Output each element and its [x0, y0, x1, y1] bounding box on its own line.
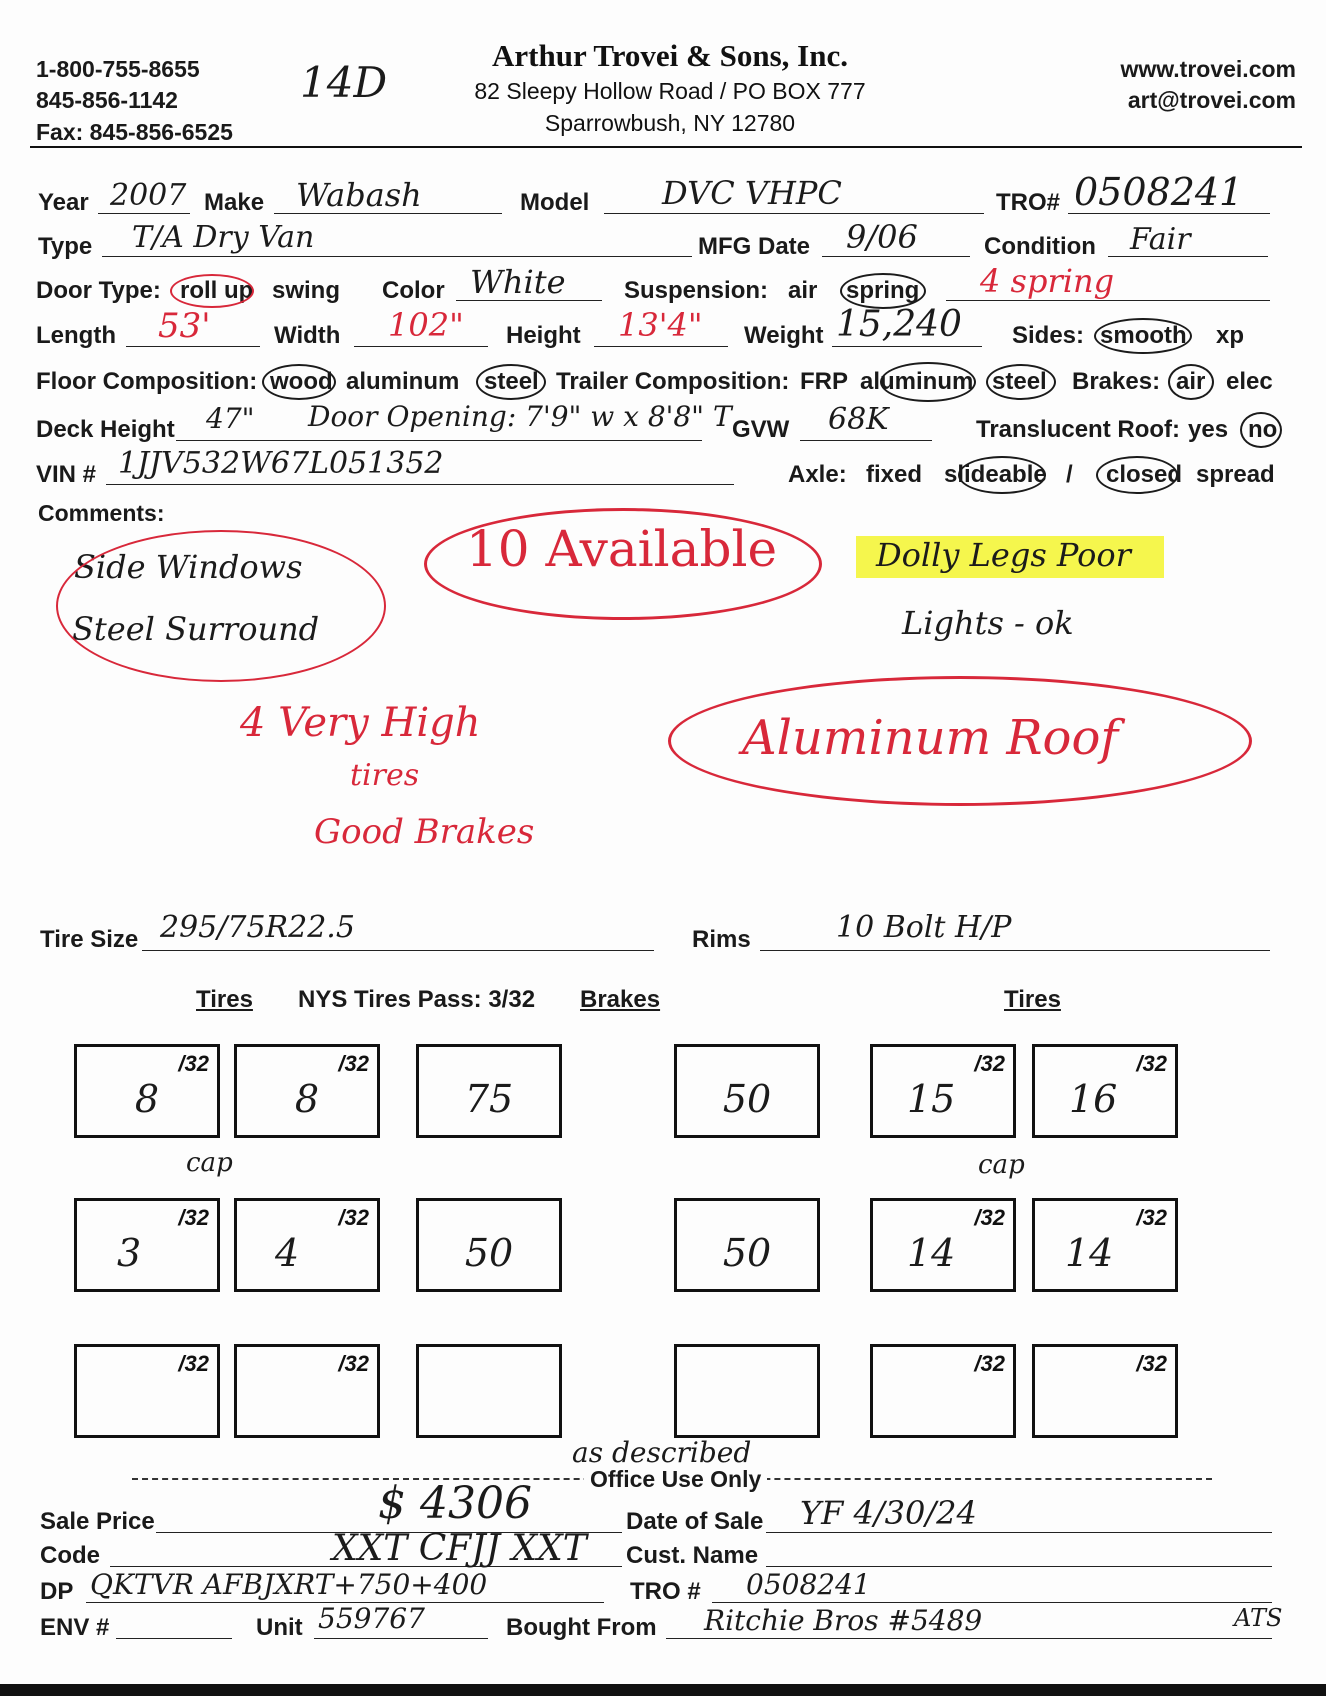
- company-website: www.trovei.com: [1120, 56, 1296, 82]
- code-value[interactable]: XXT CFJJ XXT: [332, 1528, 587, 1569]
- tire-tread-value: 14: [907, 1231, 956, 1275]
- fraction-label: /32: [1136, 1205, 1167, 1230]
- fraction-label: /32: [974, 1051, 1005, 1076]
- deck-height-label: Deck Height: [36, 416, 175, 443]
- bought-from-line: [666, 1638, 1272, 1639]
- floor-option-wood[interactable]: wood: [270, 368, 333, 395]
- tire-tread-value: 3: [117, 1231, 142, 1275]
- trailer-composition-label: Trailer Composition:: [556, 368, 790, 395]
- width-line: [354, 346, 488, 347]
- width-label: Width: [274, 322, 341, 349]
- nys-tires-pass-note: NYS Tires Pass: 3/32: [298, 986, 536, 1013]
- phone-1: 1-800-755-8655: [36, 56, 200, 82]
- floor-option-aluminum[interactable]: aluminum: [346, 368, 460, 395]
- sale-price-value[interactable]: $ 4306: [378, 1478, 532, 1529]
- mfg-date-line: [822, 256, 970, 257]
- brake-box-r2-left[interactable]: [416, 1198, 562, 1292]
- bought-from-value[interactable]: Ritchie Bros #5489: [704, 1604, 983, 1637]
- tires-right-header: Tires: [1004, 986, 1061, 1013]
- trailer-option-frp[interactable]: FRP: [800, 368, 848, 395]
- brakes-option-elec[interactable]: elec: [1226, 368, 1273, 395]
- deck-height-value[interactable]: 47": [206, 402, 255, 435]
- no-selection-circle: [1240, 412, 1282, 448]
- company-address-line-2: Sparrowbush, NY 12780: [544, 110, 796, 136]
- height-line: [594, 346, 728, 347]
- fraction-label: /32: [974, 1351, 1005, 1376]
- year-label: Year: [38, 189, 89, 216]
- gvw-value[interactable]: 68K: [828, 402, 889, 437]
- make-value[interactable]: Wabash: [296, 176, 422, 214]
- model-line: [604, 213, 984, 214]
- unit-label: Unit: [256, 1614, 303, 1641]
- sides-option-smooth[interactable]: smooth: [1100, 322, 1187, 349]
- tire-box-r3-c6[interactable]: [1032, 1344, 1178, 1438]
- tire-tread-value: 16: [1069, 1077, 1118, 1121]
- rims-line: [760, 950, 1270, 951]
- translucent-option-yes[interactable]: yes: [1188, 416, 1229, 443]
- tire-tread-value: 14: [1065, 1231, 1114, 1275]
- brake-value: 50: [722, 1077, 772, 1121]
- date-of-sale-label: Date of Sale: [626, 1508, 764, 1535]
- fraction-label: /32: [178, 1051, 209, 1076]
- comment-dolly-legs: Dolly Legs Poor: [876, 536, 1131, 574]
- comment-lights: Lights - ok: [902, 604, 1074, 642]
- brake-value: 50: [722, 1231, 772, 1275]
- company-email: art@trovei.com: [1127, 87, 1296, 113]
- comment-very-high-tires-2: tires: [350, 758, 420, 793]
- tire-box-r2-c6[interactable]: [1032, 1198, 1178, 1292]
- color-label: Color: [382, 277, 445, 304]
- brake-box-r1-right[interactable]: [674, 1044, 820, 1138]
- brake-box-r1-left[interactable]: [416, 1044, 562, 1138]
- color-value[interactable]: White: [470, 263, 566, 301]
- mfg-date-label: MFG Date: [698, 233, 811, 260]
- trailer-steel-selection-circle: [986, 364, 1056, 400]
- year-value[interactable]: 2007: [110, 178, 187, 213]
- tire-tread-value: 8: [134, 1077, 160, 1121]
- weight-label: Weight: [744, 322, 824, 349]
- year-line: [98, 213, 190, 214]
- door-type-label: Door Type:: [36, 277, 161, 304]
- type-label: Type: [38, 233, 93, 260]
- suspension-option-spring[interactable]: spring: [846, 277, 920, 304]
- tire-tread-value: 15: [907, 1077, 956, 1121]
- comment-steel-surround: Steel Surround: [72, 610, 320, 648]
- trailer-aluminum-selection-circle: [880, 362, 976, 402]
- trailer-option-aluminum[interactable]: aluminum: [860, 368, 974, 395]
- comments-label: Comments:: [38, 500, 165, 526]
- tro-value[interactable]: 0508241: [1074, 170, 1244, 214]
- door-option-swing[interactable]: swing: [272, 277, 341, 304]
- slideable-selection-circle: [958, 456, 1046, 494]
- code-label: Code: [40, 1542, 100, 1569]
- translucent-roof-label: Translucent Roof:: [976, 416, 1181, 443]
- comment-very-high-tires-1: 4 Very High: [240, 700, 481, 746]
- sides-option-xp[interactable]: xp: [1216, 322, 1245, 349]
- brakes-label: Brakes:: [1072, 368, 1161, 395]
- company-address-line-1: 82 Sleepy Hollow Road / PO BOX 777: [474, 78, 866, 104]
- tire-tread-value: 8: [294, 1077, 320, 1121]
- comment-available: 10 Available: [466, 520, 778, 578]
- tire-tread-value: 4: [275, 1231, 300, 1275]
- fraction-label: /32: [338, 1205, 369, 1230]
- suspension-option-air[interactable]: air: [788, 277, 818, 304]
- suspension-note[interactable]: 4 spring: [980, 262, 1115, 300]
- axle-option-fixed[interactable]: fixed: [866, 461, 923, 488]
- unit-value[interactable]: 559767: [318, 1602, 425, 1635]
- comment-windows-circle: [56, 530, 386, 682]
- date-of-sale-value[interactable]: YF 4/30/24: [800, 1494, 977, 1532]
- length-label: Length: [36, 322, 116, 349]
- office-use-label: Office Use Only: [584, 1466, 767, 1493]
- model-value[interactable]: DVC VHPC: [662, 174, 842, 212]
- env-label: ENV #: [40, 1614, 110, 1641]
- fraction-label: /32: [178, 1351, 209, 1376]
- tire-box-r3-c1[interactable]: [74, 1344, 220, 1438]
- fraction-label: /32: [178, 1205, 209, 1230]
- weight-value[interactable]: 15,240: [836, 304, 962, 345]
- tire-size-value[interactable]: 295/75R22.5: [160, 910, 355, 945]
- tires-left-header: Tires: [196, 986, 253, 1013]
- comment-aluminum-roof: Aluminum Roof: [742, 710, 1119, 766]
- bottom-scan-edge: [0, 1684, 1326, 1696]
- translucent-option-no[interactable]: no: [1248, 416, 1278, 443]
- air-brakes-selection-circle: [1168, 364, 1214, 400]
- trailer-option-steel[interactable]: steel: [992, 368, 1047, 395]
- rims-value[interactable]: 10 Bolt H/P: [836, 910, 1012, 945]
- vin-line: [106, 484, 734, 485]
- tire-box-r3-c2[interactable]: [234, 1344, 380, 1438]
- floor-steel-selection-circle: [476, 364, 546, 400]
- initials: ATS: [1234, 1604, 1283, 1632]
- cust-name-label: Cust. Name: [626, 1542, 759, 1569]
- brakes-header: Brakes: [580, 986, 661, 1013]
- axle-slash: /: [1066, 461, 1073, 488]
- tro-2-line: [712, 1602, 1272, 1603]
- tire-box-r1-c6[interactable]: [1032, 1044, 1178, 1138]
- as-described-note: as described: [572, 1436, 752, 1469]
- fax-number: Fax: 845-856-6525: [36, 119, 233, 145]
- brake-box-r3-left[interactable]: [416, 1344, 562, 1438]
- wood-selection-circle: [262, 364, 336, 400]
- fraction-label: /32: [1136, 1351, 1167, 1376]
- deck-height-line: [176, 440, 702, 441]
- gvw-label: GVW: [732, 416, 790, 443]
- make-label: Make: [204, 189, 265, 216]
- env-line: [116, 1638, 232, 1639]
- comment-side-windows: Side Windows: [74, 548, 303, 586]
- tire-box-r1-c5[interactable]: [870, 1044, 1016, 1138]
- suspension-label: Suspension:: [624, 277, 769, 304]
- sale-price-label: Sale Price: [40, 1508, 155, 1535]
- tire-size-label: Tire Size: [40, 926, 139, 953]
- weight-line: [832, 346, 982, 347]
- brake-box-r3-right[interactable]: [674, 1344, 820, 1438]
- axle-option-closed[interactable]: closed: [1106, 461, 1183, 488]
- mfg-date-value[interactable]: 9/06: [846, 218, 918, 256]
- unit-line: [314, 1638, 488, 1639]
- closed-selection-circle: [1096, 456, 1178, 494]
- roll-up-selection-circle: [170, 274, 254, 308]
- floor-option-steel[interactable]: steel: [484, 368, 539, 395]
- length-value[interactable]: 53': [158, 306, 211, 346]
- brake-value: 75: [464, 1077, 514, 1121]
- brakes-option-air[interactable]: air: [1176, 368, 1206, 395]
- door-opening-note[interactable]: Door Opening: 7'9" w x 8'8" T: [308, 400, 732, 433]
- fraction-label: /32: [1136, 1051, 1167, 1076]
- vin-label: VIN #: [36, 461, 97, 488]
- handwritten-lot-note: 14D: [300, 58, 388, 107]
- comment-good-brakes: Good Brakes: [314, 812, 535, 852]
- sides-label: Sides:: [1012, 322, 1085, 349]
- comment-aluminum-roof-circle: [668, 676, 1252, 806]
- brake-box-r2-right[interactable]: [674, 1198, 820, 1292]
- tro-2-label: TRO #: [630, 1578, 701, 1605]
- tro-label: TRO#: [996, 189, 1061, 216]
- axle-option-spread[interactable]: spread: [1196, 461, 1275, 488]
- fraction-label: /32: [338, 1351, 369, 1376]
- phone-2: 845-856-1142: [36, 87, 178, 113]
- suspension-line: [946, 300, 1270, 301]
- cap-note-left: cap: [186, 1148, 233, 1178]
- length-line: [126, 346, 260, 347]
- cust-name-line: [766, 1566, 1272, 1567]
- dp-label: DP: [40, 1578, 74, 1605]
- fraction-label: /32: [338, 1051, 369, 1076]
- smooth-selection-circle: [1094, 318, 1192, 354]
- rims-label: Rims: [692, 926, 751, 953]
- height-value[interactable]: 13'4": [618, 306, 703, 344]
- tire-box-r2-c5[interactable]: [870, 1198, 1016, 1292]
- cap-note-right: cap: [978, 1150, 1025, 1180]
- height-label: Height: [506, 322, 581, 349]
- brake-value: 50: [464, 1231, 514, 1275]
- condition-label: Condition: [984, 233, 1096, 260]
- tire-box-r1-c1[interactable]: [74, 1044, 220, 1138]
- company-name: Arthur Trovei & Sons, Inc.: [492, 38, 848, 73]
- floor-composition-label: Floor Composition:: [36, 368, 258, 395]
- type-value[interactable]: T/A Dry Van: [132, 220, 315, 255]
- tire-size-line: [142, 950, 654, 951]
- header-divider: [30, 146, 1302, 148]
- vin-value[interactable]: 1JJV532W67L051352: [118, 446, 444, 481]
- width-value[interactable]: 102": [388, 306, 464, 344]
- comment-available-circle: [424, 508, 822, 620]
- condition-value[interactable]: Fair: [1130, 222, 1191, 257]
- tire-box-r1-c2[interactable]: [234, 1044, 380, 1138]
- model-label: Model: [520, 189, 590, 216]
- tro-2-value[interactable]: 0508241: [746, 1568, 871, 1601]
- date-of-sale-line: [766, 1532, 1272, 1533]
- bought-from-label: Bought From: [506, 1614, 657, 1641]
- dp-value[interactable]: QKTVR AFBJXRT+750+400: [90, 1568, 488, 1601]
- tire-box-r2-c2[interactable]: [234, 1198, 380, 1292]
- axle-option-slideable[interactable]: slideable: [944, 461, 1047, 488]
- tire-box-r3-c5[interactable]: [870, 1344, 1016, 1438]
- type-line: [102, 256, 692, 257]
- axle-label: Axle:: [788, 461, 847, 488]
- door-option-roll-up[interactable]: roll up: [180, 277, 254, 304]
- fraction-label: /32: [974, 1205, 1005, 1230]
- gvw-line: [800, 440, 932, 441]
- tire-box-r2-c1[interactable]: [74, 1198, 220, 1292]
